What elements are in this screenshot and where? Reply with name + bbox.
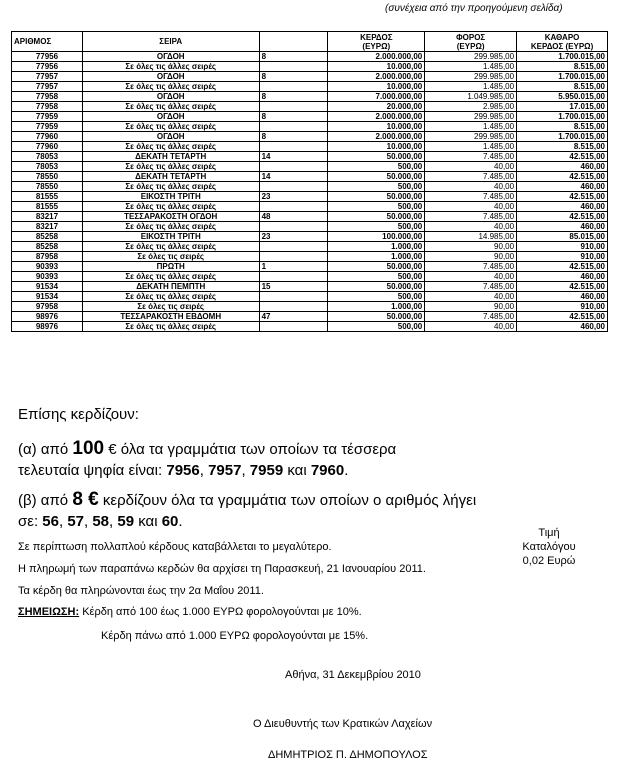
series-cell: Σε όλες τις σειρές: [82, 302, 259, 312]
table-row: [12, 132, 608, 142]
number-cell: 83217: [12, 212, 83, 222]
table-row: [12, 62, 608, 72]
series-cell: Σε όλες τις άλλες σειρές: [82, 122, 259, 132]
net-prize-cell: 42.515,00: [517, 192, 608, 202]
prize-cell: 500,00: [328, 222, 425, 232]
para-b-text: κερδίζουν όλα τα γραμμάτια των οποίων ο αριθμός λήγει σε:: [18, 492, 477, 530]
series-no-cell: 8: [259, 72, 328, 82]
number-cell: 77958: [12, 102, 83, 112]
number-cell: 77960: [12, 132, 83, 142]
series-cell: ΔΕΚΑΤΗ ΤΕΤΑΡΤΗ: [82, 152, 259, 162]
prize-cell: 20.000,00: [328, 102, 425, 112]
note-label: ΣΗΜΕΙΩΣΗ:: [18, 606, 80, 618]
number-cell: 98976: [12, 312, 83, 322]
table-row: [12, 82, 608, 92]
series-cell: Σε όλες τις άλλες σειρές: [82, 62, 259, 72]
table-row: [12, 222, 608, 232]
prize-cell: 10.000,00: [328, 122, 425, 132]
series-no-cell: [259, 62, 328, 72]
tax-cell: 90,00: [425, 252, 517, 262]
tax-cell: 299.985,00: [425, 72, 517, 82]
series-cell: ΔΕΚΑΤΗ ΠΕΜΠΤΗ: [82, 282, 259, 292]
table-row: [12, 312, 608, 322]
series-cell: ΤΕΣΣΑΡΑΚΟΣΤΗ ΕΒΔΟΜΗ: [82, 312, 259, 322]
table-row: [12, 232, 608, 242]
net-prize-cell: 42.515,00: [517, 312, 608, 322]
series-no-cell: [259, 222, 328, 232]
tax-cell: 1.485,00: [425, 142, 517, 152]
series-no-cell: 8: [259, 92, 328, 102]
table-row: [12, 152, 608, 162]
prize-cell: 50.000,00: [328, 262, 425, 272]
series-cell: Σε όλες τις άλλες σειρές: [82, 222, 259, 232]
sep: και: [283, 462, 311, 479]
header-series: ΣΕΙΡΑ: [82, 32, 259, 52]
number-cell: 97958: [12, 302, 83, 312]
series-cell: Σε όλες τις άλλες σειρές: [82, 142, 259, 152]
net-prize-cell: 8.515,00: [517, 122, 608, 132]
series-cell: Σε όλες τις άλλες σειρές: [82, 292, 259, 302]
prize-cell: 500,00: [328, 202, 425, 212]
series-cell: Σε όλες τις σειρές: [82, 252, 259, 262]
net-prize-cell: 910,00: [517, 252, 608, 262]
prize-cell: 500,00: [328, 182, 425, 192]
table-row: [12, 192, 608, 202]
series-cell: ΠΡΩΤΗ: [82, 262, 259, 272]
tax-cell: 90,00: [425, 242, 517, 252]
series-no-cell: [259, 252, 328, 262]
number-cell: 85258: [12, 232, 83, 242]
tax-cell: 40,00: [425, 292, 517, 302]
net-prize-cell: 42.515,00: [517, 262, 608, 272]
table-row: [12, 252, 608, 262]
number-cell: 91534: [12, 292, 83, 302]
number-cell: 77959: [12, 112, 83, 122]
table-row: [12, 102, 608, 112]
sep: ,: [109, 513, 118, 530]
net-prize-cell: 42.515,00: [517, 282, 608, 292]
sep: ,: [84, 513, 93, 530]
number-cell: 81555: [12, 192, 83, 202]
series-cell: ΕΙΚΟΣΤΗ ΤΡΙΤΗ: [82, 192, 259, 202]
number-cell: 87958: [12, 252, 83, 262]
tax-cell: 40,00: [425, 322, 517, 332]
series-no-cell: 14: [259, 152, 328, 162]
tax-cell: 1.485,00: [425, 122, 517, 132]
para-a-text: όλα τα γραμμάτια των οποίων τα τέσσερα τελευταία ψηφία είναι:: [18, 441, 397, 479]
place-date: Αθήνα, 31 Δεκεμβρίου 2010: [285, 669, 421, 681]
table-row: [12, 322, 608, 332]
series-no-cell: [259, 82, 328, 92]
series-no-cell: [259, 102, 328, 112]
para-b-n1: 56: [42, 513, 59, 530]
series-no-cell: 48: [259, 212, 328, 222]
number-cell: 77960: [12, 142, 83, 152]
para-a-currency: €: [104, 441, 121, 458]
series-no-cell: [259, 292, 328, 302]
number-cell: 98976: [12, 322, 83, 332]
number-cell: 78550: [12, 182, 83, 192]
table-body: [12, 52, 608, 332]
prize-cell: 50.000,00: [328, 172, 425, 182]
tax-note: [18, 606, 362, 618]
sep: ,: [58, 513, 68, 530]
para-a-n4: 7960: [310, 462, 345, 479]
number-cell: 77957: [12, 82, 83, 92]
net-prize-cell: 1.700.015,00: [517, 132, 608, 142]
tax-cell: 299.985,00: [425, 112, 517, 122]
series-no-cell: [259, 162, 328, 172]
net-prize-cell: 8.515,00: [517, 82, 608, 92]
number-cell: 81555: [12, 202, 83, 212]
table-row: [12, 212, 608, 222]
net-prize-cell: 5.950.015,00: [517, 92, 608, 102]
table-row: [12, 122, 608, 132]
para-b-n4: 59: [117, 513, 135, 530]
tax-cell: 7.485,00: [425, 172, 517, 182]
series-cell: ΔΕΚΑΤΗ ΤΕΤΑΡΤΗ: [82, 172, 259, 182]
header-number: ΑΡΙΘΜΟΣ: [12, 32, 83, 52]
series-no-cell: [259, 202, 328, 212]
tax-cell: 7.485,00: [425, 212, 517, 222]
para-a-n1: 7956: [166, 462, 200, 479]
series-no-cell: [259, 142, 328, 152]
prize-cell: 500,00: [328, 322, 425, 332]
prize-cell: 50.000,00: [328, 212, 425, 222]
note-line-2: Κέρδη πάνω από 1.000 ΕΥΡΩ φορολογούνται με 15%.: [101, 630, 369, 642]
prize-cell: 500,00: [328, 292, 425, 302]
net-prize-cell: 460,00: [517, 222, 608, 232]
net-prize-cell: 8.515,00: [517, 62, 608, 72]
header-net-prize: ΚΑΘΑΡΟ ΚΕΡΔΟΣ (ΕΥΡΩ): [517, 32, 608, 52]
series-no-cell: [259, 242, 328, 252]
net-prize-cell: 910,00: [517, 302, 608, 312]
net-prize-cell: 460,00: [517, 272, 608, 282]
tax-cell: 2.985,00: [425, 102, 517, 112]
number-cell: 77956: [12, 62, 83, 72]
continuation-note: (συνέχεια από την προηγούμενη σελίδα): [385, 3, 563, 14]
para-a-prefix: (α) από: [18, 441, 73, 458]
table-row: [12, 272, 608, 282]
series-no-cell: 1: [259, 262, 328, 272]
net-prize-cell: 460,00: [517, 322, 608, 332]
number-cell: 91534: [12, 282, 83, 292]
prize-cell: 500,00: [328, 162, 425, 172]
tax-cell: 90,00: [425, 302, 517, 312]
also-win-heading: Επίσης κερδίζουν:: [18, 406, 139, 423]
number-cell: 78053: [12, 162, 83, 172]
net-prize-cell: 1.700.015,00: [517, 52, 608, 62]
table-row: [12, 72, 608, 82]
prize-cell: 500,00: [328, 272, 425, 282]
net-prize-cell: 8.515,00: [517, 142, 608, 152]
series-no-cell: 8: [259, 52, 328, 62]
prize-cell: 1.000,00: [328, 302, 425, 312]
tax-cell: 7.485,00: [425, 192, 517, 202]
tax-cell: 7.485,00: [425, 262, 517, 272]
table-row: [12, 52, 608, 62]
tax-cell: 7.485,00: [425, 282, 517, 292]
table-row: [12, 202, 608, 212]
results-table: [11, 31, 608, 332]
tax-cell: 299.985,00: [425, 132, 517, 142]
tax-cell: 7.485,00: [425, 312, 517, 322]
table-header-row: [12, 32, 608, 52]
number-cell: 90393: [12, 272, 83, 282]
sep: .: [178, 513, 183, 530]
tax-cell: 40,00: [425, 182, 517, 192]
series-no-cell: 8: [259, 132, 328, 142]
price-label-2: Καταλόγου: [522, 541, 576, 553]
net-prize-cell: 910,00: [517, 242, 608, 252]
tax-cell: 1.485,00: [425, 82, 517, 92]
tax-cell: 299.985,00: [425, 52, 517, 62]
net-prize-cell: 85.015,00: [517, 232, 608, 242]
series-cell: ΟΓΔΟΗ: [82, 112, 259, 122]
series-no-cell: [259, 122, 328, 132]
series-cell: Σε όλες τις άλλες σειρές: [82, 202, 259, 212]
sep: ,: [241, 462, 250, 479]
net-prize-cell: 42.515,00: [517, 212, 608, 222]
prize-cell: 7.000.000,00: [328, 92, 425, 102]
series-cell: Σε όλες τις άλλες σειρές: [82, 322, 259, 332]
para-b-n2: 57: [67, 513, 84, 530]
para-b-n5: 60: [161, 513, 179, 530]
number-cell: 85258: [12, 242, 83, 252]
table-row: [12, 142, 608, 152]
net-prize-cell: 460,00: [517, 162, 608, 172]
table-row: [12, 92, 608, 102]
net-prize-cell: 17.015,00: [517, 102, 608, 112]
series-cell: ΟΓΔΟΗ: [82, 92, 259, 102]
prize-cell: 2.000.000,00: [328, 52, 425, 62]
price-label: Τιμή: [538, 527, 560, 539]
prize-cell: 2.000.000,00: [328, 72, 425, 82]
prize-cell: 50.000,00: [328, 192, 425, 202]
tax-cell: 40,00: [425, 202, 517, 212]
number-cell: 78053: [12, 152, 83, 162]
prize-cell: 10.000,00: [328, 62, 425, 72]
tax-cell: 14.985,00: [425, 232, 517, 242]
net-prize-cell: 1.700.015,00: [517, 72, 608, 82]
series-cell: Σε όλες τις άλλες σειρές: [82, 272, 259, 282]
prize-cell: 1.000,00: [328, 252, 425, 262]
net-prize-cell: 42.515,00: [517, 152, 608, 162]
prize-cell: 2.000.000,00: [328, 132, 425, 142]
table-row: [12, 162, 608, 172]
para-b-prefix: (β) από: [18, 492, 73, 509]
series-no-cell: [259, 272, 328, 282]
catalog-price: [508, 526, 590, 568]
number-cell: 77958: [12, 92, 83, 102]
series-cell: ΟΓΔΟΗ: [82, 132, 259, 142]
number-cell: 83217: [12, 222, 83, 232]
net-prize-cell: 42.515,00: [517, 172, 608, 182]
series-cell: Σε όλες τις άλλες σειρές: [82, 242, 259, 252]
number-cell: 90393: [12, 262, 83, 272]
net-prize-cell: 460,00: [517, 202, 608, 212]
tax-cell: 1.485,00: [425, 62, 517, 72]
series-no-cell: 14: [259, 172, 328, 182]
series-cell: Σε όλες τις άλλες σειρές: [82, 162, 259, 172]
table-row: [12, 262, 608, 272]
para-a-n2: 7957: [208, 462, 242, 479]
prize-cell: 2.000.000,00: [328, 112, 425, 122]
prize-cell: 1.000,00: [328, 242, 425, 252]
multiple-win-note: Σε περίπτωση πολλαπλού κέρδους καταβάλλεται το μεγαλύτερο.: [18, 541, 332, 553]
header-prize: ΚΕΡΔΟΣ (ΕΥΡΩ): [328, 32, 425, 52]
payment-start-note: Η πληρωμή των παραπάνω κερδών θα αρχίσει τη Παρασκευή, 21 Ιανουαρίου 2011.: [18, 563, 426, 575]
price-value: 0,02 Ευρώ: [522, 555, 576, 567]
header-blank: [259, 32, 328, 52]
series-no-cell: 23: [259, 192, 328, 202]
note-line-1: Κέρδη από 100 έως 1.000 ΕΥΡΩ φορολογούνται με 10%.: [79, 606, 362, 618]
director-title: Ο Διευθυντής των Κρατικών Λαχείων: [253, 718, 433, 730]
table-row: [12, 172, 608, 182]
para-a-amount: 100: [72, 438, 105, 459]
table-row: [12, 182, 608, 192]
table-row: [12, 112, 608, 122]
table-row: [12, 242, 608, 252]
prize-cell: 50.000,00: [328, 152, 425, 162]
paragraph-b: [18, 489, 478, 532]
signatory-name: ΔΗΜΗΤΡΙΟΣ Π. ΔΗΜΟΠΟΥΛΟΣ: [268, 749, 428, 761]
prize-cell: 50.000,00: [328, 312, 425, 322]
number-cell: 77959: [12, 122, 83, 132]
para-b-n3: 58: [92, 513, 110, 530]
series-cell: Σε όλες τις άλλες σειρές: [82, 82, 259, 92]
sep: και: [134, 513, 162, 530]
sep: .: [344, 462, 349, 479]
series-cell: ΕΙΚΟΣΤΗ ΤΡΙΤΗ: [82, 232, 259, 242]
series-cell: ΟΓΔΟΗ: [82, 52, 259, 62]
prize-cell: 50.000,00: [328, 282, 425, 292]
net-prize-cell: 460,00: [517, 182, 608, 192]
series-cell: ΤΕΣΣΑΡΑΚΟΣΤΗ ΟΓΔΟΗ: [82, 212, 259, 222]
series-no-cell: 8: [259, 112, 328, 122]
tax-cell: 40,00: [425, 222, 517, 232]
series-no-cell: 47: [259, 312, 328, 322]
header-tax: ΦΟΡΟΣ (ΕΥΡΩ): [425, 32, 517, 52]
net-prize-cell: 1.700.015,00: [517, 112, 608, 122]
payment-until-note: Τα κέρδη θα πληρώνονται έως την 2α Μαΐου 2011.: [18, 585, 264, 597]
tax-cell: 40,00: [425, 272, 517, 282]
number-cell: 77957: [12, 72, 83, 82]
series-no-cell: 15: [259, 282, 328, 292]
series-no-cell: [259, 182, 328, 192]
tax-cell: 7.485,00: [425, 152, 517, 162]
table-row: [12, 282, 608, 292]
table-row: [12, 302, 608, 312]
prize-cell: 100.000,00: [328, 232, 425, 242]
prize-cell: 10.000,00: [328, 142, 425, 152]
series-no-cell: 23: [259, 232, 328, 242]
number-cell: 78550: [12, 172, 83, 182]
sep: ,: [199, 462, 209, 479]
series-no-cell: [259, 322, 328, 332]
series-cell: Σε όλες τις άλλες σειρές: [82, 182, 259, 192]
paragraph-a: [18, 438, 458, 481]
series-cell: ΟΓΔΟΗ: [82, 72, 259, 82]
table-row: [12, 292, 608, 302]
net-prize-cell: 460,00: [517, 292, 608, 302]
prize-cell: 10.000,00: [328, 82, 425, 92]
number-cell: 77956: [12, 52, 83, 62]
series-no-cell: [259, 302, 328, 312]
series-cell: Σε όλες τις άλλες σειρές: [82, 102, 259, 112]
tax-cell: 1.049.985,00: [425, 92, 517, 102]
para-b-amount: 8 €: [72, 489, 99, 510]
para-a-n3: 7959: [249, 462, 284, 479]
tax-cell: 40,00: [425, 162, 517, 172]
